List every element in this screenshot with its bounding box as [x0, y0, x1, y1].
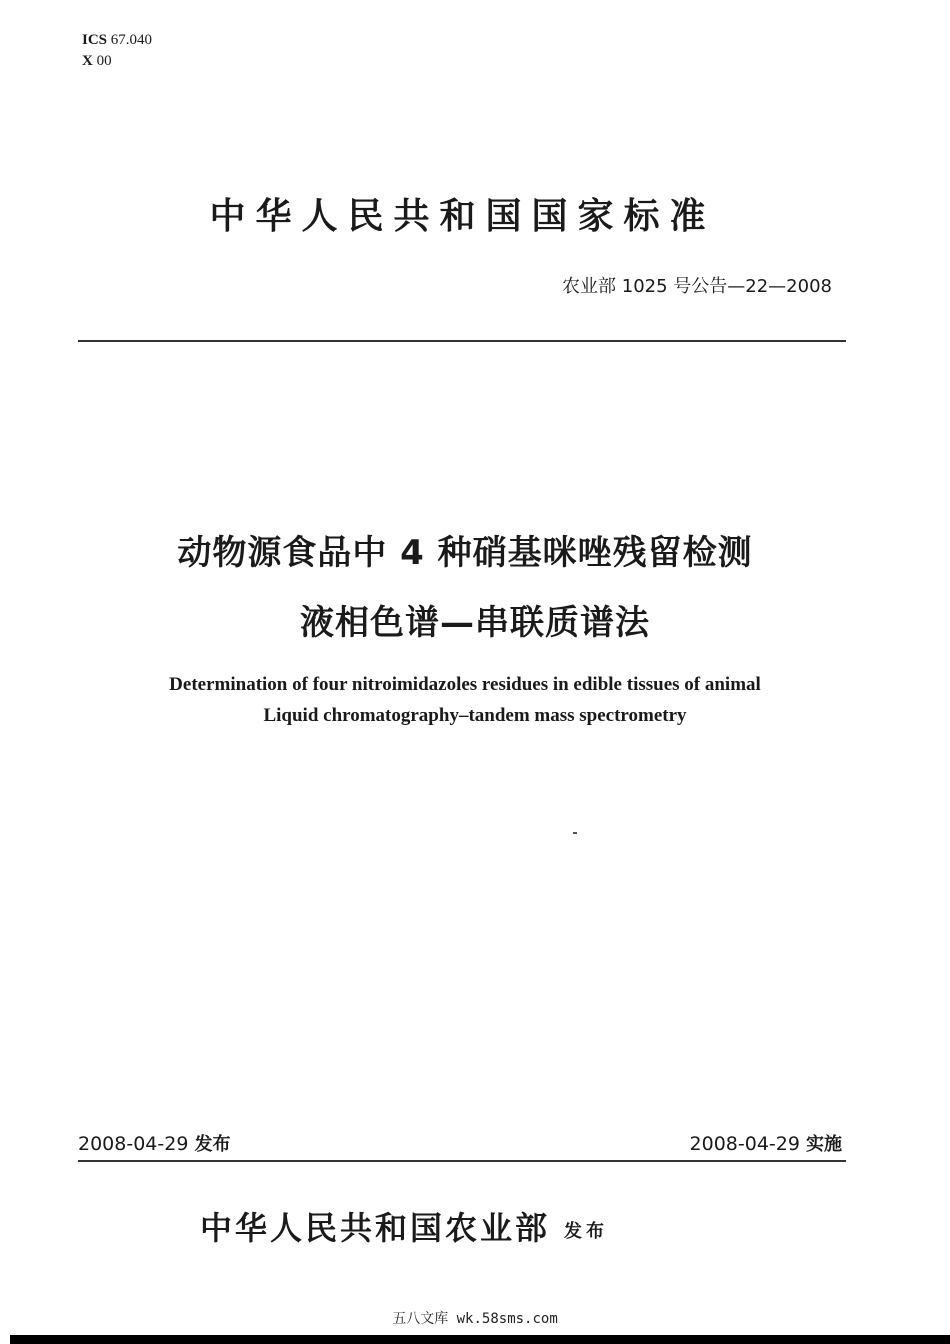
standard-number: 农业部 1025 号公告—22—2008: [562, 276, 832, 297]
footer-divider: [78, 1160, 846, 1162]
english-title-line-2: Liquid chromatography–tandem mass spectrometry: [263, 705, 687, 726]
ics-line: [82, 30, 152, 51]
class-line: [82, 51, 152, 72]
issue-date: 2008-04-29: [78, 1133, 189, 1155]
publisher-suffix: 发布: [564, 1221, 609, 1242]
chinese-title-line-2: 液相色谱—串联质谱法: [300, 603, 650, 643]
english-title-line-1: Determination of four nitroimidazoles residues in edible tissues of animal: [169, 674, 761, 695]
scan-speck: [573, 832, 577, 834]
publisher-name: 中华人民共和国农业部: [200, 1209, 551, 1247]
class-value: 00: [96, 53, 112, 69]
scan-border: [10, 1335, 950, 1344]
watermark-text: 五八文库 wk.58sms.com: [392, 1311, 558, 1327]
class-label: X: [82, 53, 93, 69]
effective-label: 实施: [806, 1134, 842, 1155]
national-standard-title: 中华人民共和国国家标准: [209, 196, 716, 237]
ics-label: ICS: [82, 32, 108, 48]
issue-label: 发布: [194, 1134, 231, 1155]
effective-date-block: [690, 1130, 842, 1156]
classification-codes: [82, 30, 152, 72]
ics-value: 67.040: [110, 32, 153, 48]
chinese-title-line-1: 动物源食品中 4 种硝基咪唑残留检测: [177, 533, 753, 573]
issue-date-block: [78, 1130, 230, 1156]
effective-date: 2008-04-29: [689, 1133, 800, 1155]
publisher: [200, 1203, 608, 1249]
header-divider: [78, 340, 846, 342]
